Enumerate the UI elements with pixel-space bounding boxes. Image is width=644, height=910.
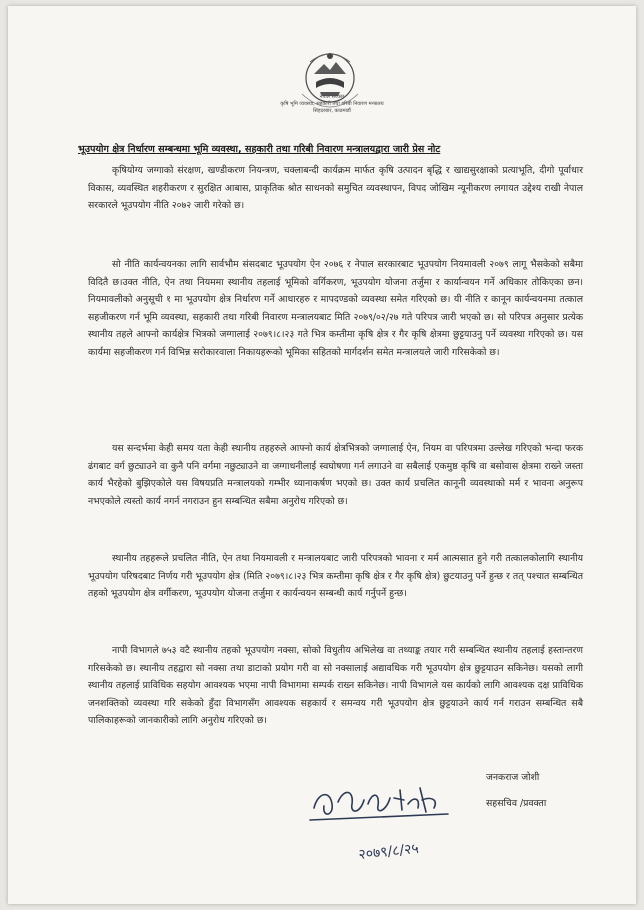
handwritten-signature bbox=[308, 778, 488, 868]
letterhead-office: कृषि भूमि व्यवस्था, सहकारी तथा गरिबी निवारण मन्त्रालय bbox=[280, 101, 384, 107]
press-note-page bbox=[8, 6, 636, 904]
paragraph-1: कृषियोग्य जग्गाको संरक्षण, खण्डीकरण नियन्त्रण, चक्लाबन्दी कार्यक्रम मार्फत कृषि उत्पादन बृद्धि र खाद्यसुरक्षाको प्रत्याभूति, दीगो पूर्वाधार विकास, व्यवस्थित शहरीकरण र सुरक्षित आबास, प्राकृतिक श्रोत साधनको समुचित व्यवस्थापन, विपद जोखिम न्यूनीकरण लगायत उद्देश्य राखी नेपाल सरकारले भूउपयोग नीति २०७२ जारी गरेको छ। bbox=[88, 165, 583, 212]
signatory-name: जनकराज जोशी bbox=[486, 772, 540, 783]
signatory-title: सहसचिव /प्रवक्ता bbox=[486, 798, 547, 809]
government-emblem-icon bbox=[280, 34, 380, 134]
press-note-heading: भूउपयोग क्षेत्र निर्धारण सम्बन्धमा भूमि व्यवस्था, सहकारी तथा गरिबी निवारण मन्त्रालयद्वारा जारी प्रेस नोट bbox=[78, 144, 441, 155]
handwritten-date: २०७९/८/२५ bbox=[357, 840, 420, 864]
letterhead-government: नेपाल सरकार bbox=[319, 94, 345, 100]
letterhead-location: सिंहदरबार, काठमाडौं bbox=[313, 108, 351, 114]
paragraph-3: यस सन्दर्भमा केही समय यता केही स्थानीय तहहरुले आफ्नो कार्य क्षेत्रभित्रको जग्गालाई ऐन, नियम वा परिपत्रमा उल्लेख गरिएको भन्दा फरक ढंगबाट वर्ग छुट्याउने वा कुनै पनि वर्गमा नछुट्याउने वा जग्गाधनीलाई स्वघोषणा गर्न लगाउने वा सबैलाई एकमुष्ठ कृषि वा बसोवास क्षेत्रमा राख्ने जस्ता कार्य भैरहेको बुझिएकोले यस विषयप्रति मन्त्रालयको गम्भीर ध्यानाकर्षण भएको छ। उक्त कार्य प्रचलित कानूनी व्यवस्थाको मर्म र भावना अनुरूप नभएकोले त्यस्तो कार्य नगर्न नगराउन हुन सम्बन्धित सबैमा अनुरोध गरिएको छ। bbox=[88, 443, 583, 507]
paragraph-4: स्थानीय तहहरूले प्रचलित नीति, ऐन तथा नियमावली र मन्त्रालयबाट जारी परिपत्रको भावना र मर्म आत्मसात हुने गरी तत्कालकोलागि स्थानीय भूउपयोग परिषदबाट निर्णय गरी भूउपयोग क्षेत्र (मिति २०७९।८।२३ भित्र कम्तीमा कृषि क्षेत्र र गैर कृषि क्षेत्र) छुटयाउनु पर्ने हुन्छ र तत् पश्चात सम्बन्धित तहको भूउपयोग क्षेत्र वर्गीकरण, भूउपयोग योजना तर्जुमा र कार्यन्वयन सम्बन्धी कार्य गर्नुपर्ने हुन्छ। bbox=[88, 553, 583, 600]
paragraph-5: नापी विभागले ७५३ वटै स्थानीय तहको भूउपयोग नक्सा, सोको विधुतीय अभिलेख वा तथ्याङ्क तयार गरी सम्बन्धित स्थानीय तहलाई हस्तान्तरण गरिसकेको छ। स्थानीय तहद्वारा सो नक्सा तथा डाटाको प्रयोग गरी वा सो नक्सालाई अद्यावधिक गरी भूउपयोग क्षेत्र छुट्टयाउन सकिनेछ। यसको लागी स्थानीय तहलाई प्राविधिक सहयोग आवश्यक भएमा नापी विभागमा सम्पर्क राख्न सकिनेछ। नापी विभागले यस कार्यको लागि आवश्यक दक्ष प्राविधिक जनशक्तिको व्यवस्था गरि सकेको हुँदा विभागसँग आवश्यक सहकार्य र समन्वय गरी भूउपयोग क्षेत्र छुट्टयाउने कार्य गर्न गराउन सम्बन्धित सबै पालिकाहरूको जानकारीको लागि अनुरोध गरिएको छ। bbox=[88, 645, 583, 727]
paragraph-2: सो नीति कार्यन्वयनका लागि सार्वभौम संसदबाट भूउपयोग ऐन २०७६ र नेपाल सरकारबाट भूउपयोग नियमावली २०७९ लागू भैसकेको सबैमा विदितै छ।उक्त नीति, ऐन तथा नियममा स्थानीय तहलाई भूमिको वर्गिकरण, भूउपयोग योजना तर्जुमा र कार्यान्वयन गर्ने अधिकार तोकिएका छन।नियमावलीको अनुसूची १ मा भूउपयोग क्षेत्र निर्धारण गर्ने आधारहरु र मापदण्डको व्यवस्था समेत गरिएको छ। यी नीति र कानून कार्यन्वयनमा तत्काल सहजीकरण गर्न भूमि व्यवस्था, सहकारी तथा गरिबी निवारण मन्त्रालयबाट मिति २०७९/०२/२७ गते परिपत्र जारी भएको छ। सो परिपत्र अनुसार प्रत्येक स्थानीय तहले आफ्नो कार्यक्षेत्र भित्रको जग्गालाई २०७९।८।२३ गते भित्र कम्तीमा कृषि क्षेत्र र गैर कृषि क्षेत्रमा छुट्टयाउनु पर्ने व्यवस्था गरिएको छ। यस कार्यमा सहजीकरण गर्न विभिन्न सरोकारवाला निकायहरूको भूमिका सहितको मार्गदर्शन समेत मन्त्रालयले जारी गरिसकेको छ। bbox=[88, 259, 583, 358]
